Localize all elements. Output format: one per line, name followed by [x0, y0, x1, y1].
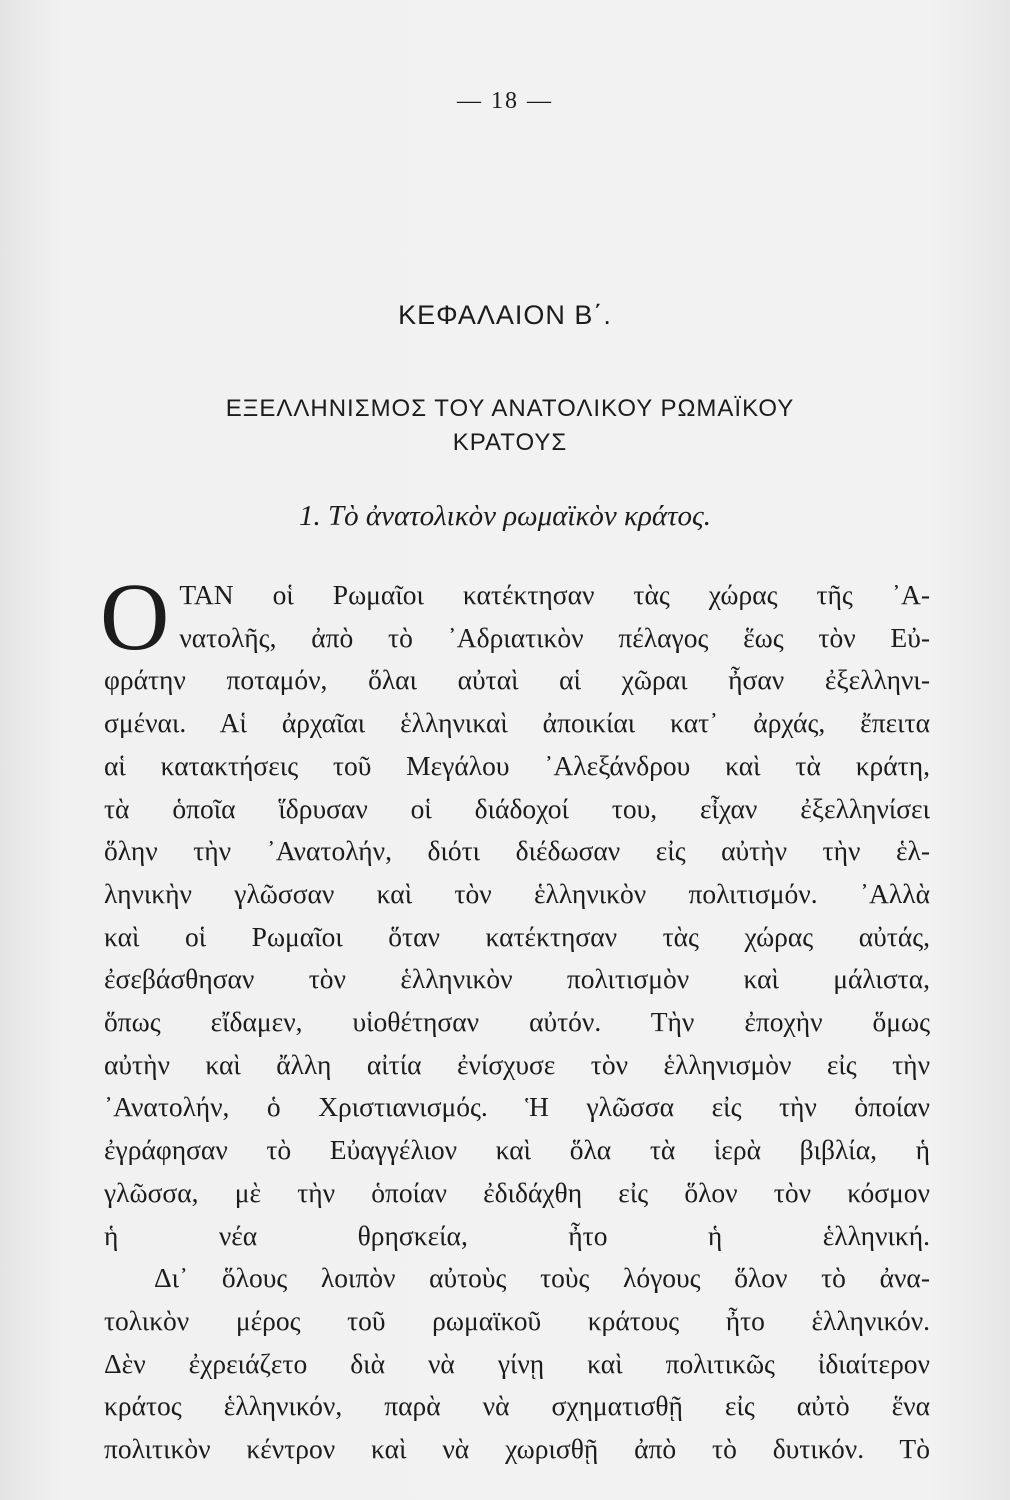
- text-line: γλῶσσα, μὲ τὴν ὁποίαν ἐδιδάχθη εἰς ὅλον τὸν κόσμον: [104, 1176, 930, 1208]
- paragraph-1: [100, 563, 930, 1257]
- text-line: αὐτὴν καὶ ἄλλη αἰτία ἐνίσχυσε τὸν ἑλληνισμὸν εἰς τὴν: [104, 1048, 930, 1080]
- text-line: Δὲν ἐχρειάζετο διὰ νὰ γίνῃ καὶ πολιτικῶς ἰδιαίτερον: [104, 1347, 930, 1379]
- text-line: τὰ ὁποῖα ἵδρυσαν οἱ διάδοχοί του, εἶχαν ἐξελληνίσει: [104, 792, 930, 824]
- body-text: [100, 563, 930, 1471]
- text-line: ὅπως εἴδαμεν, υἱοθέτησαν αὐτόν. Τὴν ἐποχὴν ὅμως: [104, 1006, 930, 1038]
- text-line: νατολῆς, ἀπὸ τὸ ᾿Αδριατικὸν πέλαγος ἕως τὸν Εὐ-: [179, 621, 930, 653]
- text-line: πολιτικὸν κέντρον καὶ νὰ χωρισθῇ ἀπὸ τὸ δυτικόν. Τὸ: [104, 1433, 930, 1465]
- text-line: ᾿Ανατολήν, ὁ Χριστιανισμός. Ἡ γλῶσσα εἰς τὴν ὁποίαν: [104, 1091, 930, 1123]
- text-line: ὅλην τὴν ᾿Ανατολήν, διότι διέδωσαν εἰς αὐτὴν τὴν ἑλ-: [104, 835, 930, 867]
- text-line: καὶ οἱ Ρωμαῖοι ὅταν κατέκτησαν τὰς χώρας αὐτάς,: [104, 920, 930, 952]
- page-number: — 18 —: [457, 88, 553, 114]
- section-heading-line-1: ΕΞΕΛΛΗΝΙΣΜΟΣ ΤΟΥ ΑΝΑΤΟΛΙΚΟΥ ΡΩΜΑΪΚΟΥ: [225, 395, 795, 422]
- drop-cap: Ο: [100, 563, 170, 670]
- text-line: ἡ νέα θρησκεία, ἦτο ἡ ἑλληνική.: [104, 1219, 930, 1251]
- text-line: Δι᾿ ὅλους λοιπὸν αὐτοὺς τοὺς λόγους ὅλον τὸ ἀνα-: [154, 1262, 930, 1294]
- text-line: ΤΑΝ οἱ Ρωμαῖοι κατέκτησαν τὰς χώρας τῆς ᾿Α-: [179, 579, 930, 610]
- text-line: ἐγράφησαν τὸ Εὐαγγέλιον καὶ ὅλα τὰ ἱερὰ βιβλία, ἡ: [104, 1134, 930, 1166]
- text-line: ἐσεβάσθησαν τὸν ἑλληνικὸν πολιτισμὸν καὶ μάλιστα,: [104, 963, 930, 995]
- text-line: ληνικὴν γλῶσσαν καὶ τὸν ἑλληνικὸν πολιτισμόν. ᾿Αλλὰ: [104, 877, 930, 909]
- section-heading-line-2: ΚΡΑΤΟΥΣ: [452, 429, 568, 456]
- subsection-title: 1. Τὸ ἀνατολικὸν ρωμαϊκὸν κράτος.: [299, 500, 711, 532]
- chapter-title: ΚΕΦΑΛΑΙΟΝ Β΄.: [398, 300, 612, 330]
- text-line: σμέναι. Αἱ ἀρχαῖαι ἑλληνικαὶ ἀποικίαι κατ᾿ ἀρχάς, ἔπειτα: [104, 707, 930, 739]
- text-line: τολικὸν μέρος τοῦ ρωμαϊκοῦ κράτους ἦτο ἑλληνικόν.: [104, 1304, 930, 1336]
- text-line: κράτος ἑλληνικόν, παρὰ νὰ σχηματισθῇ εἰς αὐτὸ ἕνα: [104, 1390, 930, 1422]
- text-line: φράτην ποταμόν, ὅλαι αὐταὶ αἱ χῶραι ἦσαν ἐξελληνι-: [104, 664, 930, 696]
- paragraph-2: [104, 1257, 930, 1471]
- section-heading: [150, 392, 870, 460]
- text-line: αἱ κατακτήσεις τοῦ Μεγάλου ᾿Αλεξάνδρου καὶ τὰ κράτη,: [104, 749, 930, 781]
